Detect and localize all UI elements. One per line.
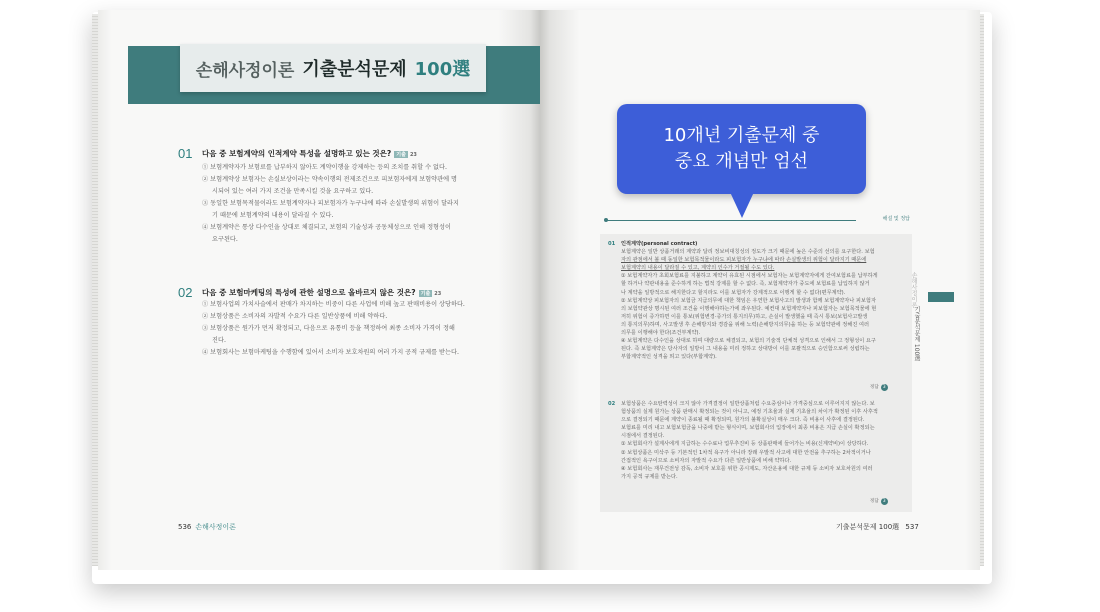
- left-page-folio: [178, 522, 236, 532]
- option-line: ① 보험사업의 가치사슬에서 판매가 차지하는 비중이 다른 사업에 비해 높고 판매비용이 상당하다.: [202, 301, 465, 308]
- answer-badge: [870, 498, 888, 505]
- option-line: 시되어 있는 여러 가지 조건을 만족시킬 것을 요구하고 있다.: [212, 188, 374, 195]
- exam-tag: 기출: [420, 290, 431, 297]
- option-line: ① 보험계약자가 보험료를 납부하지 않아도 계약이행을 강제하는 등의 조치를 취할 수 없다.: [202, 164, 447, 171]
- header-title: 기출분석문제: [302, 59, 407, 80]
- answer-line: 할 하거나 약관내용을 준수하게 하는 법적 강제를 할 수 없다. 즉, 보험계약자가 중도에 보험료를 납입하지 않거: [621, 281, 870, 288]
- exam-tag-year: 23: [409, 152, 417, 158]
- question-1: [178, 146, 488, 256]
- answer-line: 의무를 이행해야 한다(조건부계약).: [621, 330, 701, 337]
- answer-badge-label: 정답: [870, 499, 879, 504]
- answer-number: 02: [608, 401, 616, 407]
- callout-line-2: 중요 개념만 엄선: [674, 151, 809, 172]
- side-tab-title: 기출분석문제 100選: [913, 306, 920, 362]
- answer-line: ④ 보험회사는 재무건전성 감독, 소비자 보호를 위한 공시제도, 자산운용에 대한 규제 등 소비자 보호차원의 여러: [621, 465, 873, 472]
- option-line: ④ 보험계약은 통상 다수인을 상대로 체결되고, 보험의 기술성과 공동체성으로 인해 정형성이: [202, 224, 451, 231]
- header-rule: [606, 220, 856, 221]
- answer-line: ④ 보험계약은 다수인을 상대로 하며 대량으로 체결되고, 보험의 기술적 단체적 성격으로 인해서 그 정형성이 요구: [621, 338, 876, 345]
- answer-line: 보험료를 미리 내고 보험보험금을 나중에 받는 형식이며, 보험회사의 입장에서 최종 비용은 지급 손실이 확정되는: [621, 425, 875, 432]
- question-options: [202, 162, 459, 246]
- answer-line: 나 계약을 일방적으로 해지한다고 할지라도 이를 보험자가 강제적으로 이행게 할 수 없다(편무계약).: [621, 289, 846, 296]
- question-title-text: 다음 중 보험마케팅의 특성에 관한 설명으로 올바르지 않은 것은?: [202, 288, 416, 297]
- page-number: 536: [178, 523, 192, 531]
- answer-line: ② 보험계약상 피보험자의 보험금 지급의무에 대한 책임은 우연한 보험사고의 발생과 함께 보험계약자나 피보험자: [621, 297, 876, 304]
- exam-tag: 기출: [396, 151, 406, 158]
- question-title: [202, 148, 417, 159]
- option-line: ② 보험상품은 소비자의 자발적 수요가 다른 일반상품에 비해 약하다.: [202, 313, 388, 320]
- question-options: [202, 299, 465, 359]
- answer-2: [608, 400, 908, 500]
- option-line: ③ 보험상품은 원가가 먼저 확정되고, 다음으로 유통비 등을 책정하여 최종 소비자 가격이 정해: [202, 325, 455, 332]
- answer-number: 01: [608, 241, 616, 247]
- option-line: 기 때문에 보험계약의 내용이 달라질 수 있다.: [212, 212, 334, 219]
- header-subject: 손해사정이론: [195, 60, 295, 81]
- answer-badge: [870, 384, 888, 391]
- callout-line-1: 10개년 기출문제 중: [663, 125, 820, 146]
- answer-line: 보험계약의 내용이 달라질 수 있고, 계약의 인수가 거절될 수도 있다.: [621, 265, 775, 272]
- question-title-text: 다음 중 보험계약의 인적계약 특성을 설명하고 있는 것은?: [202, 149, 392, 158]
- answer-1: [608, 240, 908, 390]
- answer-body: [621, 240, 907, 361]
- side-tab-marker: [928, 292, 954, 302]
- answer-line: 으로 결정되기 때문에 계약이 종료될 때 확정되며, 원가의 불확실성이 매우 크다. 즉 비용이 사후에 결정된다.: [621, 417, 865, 424]
- option-line: ② 보험계약상 보험자는 손실보상이라는 약속이행의 전제조건으로 피보험자에게 보험약관에 명: [202, 176, 458, 183]
- header-count: 100選: [414, 59, 471, 80]
- right-page-folio: [836, 522, 919, 532]
- answer-line: 보험상품은 수요탄력성이 크지 않아 가격결정이 일반상품처럼 수요중심이나 가격중심으로 이루어지지 않는다. 보: [621, 401, 875, 407]
- side-tab-subject: 손해사정이론: [910, 272, 917, 308]
- question-number: 01: [178, 146, 193, 161]
- option-line: 요구된다.: [212, 236, 238, 243]
- folio-label: 기출분석문제 100選: [836, 523, 900, 531]
- folio-label: 손해사정이론: [195, 523, 236, 531]
- exam-tag-year: 23: [434, 291, 442, 297]
- answer-line: 저히 위험이 증가하면 이를 통보(위험변경·증가의 통지의무)하고, 손실이 발생했을 때 즉시 통보(보험사고발생: [621, 313, 868, 320]
- option-line: ③ 동일한 보험목적물이라도 보험계약자나 피보험자가 누구냐에 따라 손실발생의 위험이 달라지: [202, 200, 459, 207]
- answer-badge-label: 정답: [870, 385, 879, 390]
- page-number: 537: [905, 523, 919, 531]
- option-line: ④ 보험회사는 보험마케팅을 수행함에 있어서 소비자 보호차원의 여러 가지 공적 규제를 받는다.: [202, 349, 459, 356]
- answer-circle-icon: 3: [881, 384, 888, 391]
- option-line: 진다.: [212, 337, 226, 344]
- answer-line: ① 보험계약자가 초회보험료를 지불하고 계약이 유효된 시점에서 보험자는 보험계약자에게 잔여보험료를 납부하게: [621, 273, 878, 280]
- answer-line: 간접적인 욕구이므로 소비자의 자발적 수요가 다른 일반상품에 비해 약하다.: [621, 457, 792, 464]
- header-banner: [180, 44, 486, 92]
- answer-line: 의 통지의무)하며, 사고발생 후 손해방지와 경감을 위해 노력(손해방지의무)을 하는 등 보험약관에 정해진 여러: [621, 321, 869, 328]
- answer-section-header: [606, 213, 910, 223]
- question-number: 02: [178, 285, 193, 300]
- question-2: [178, 285, 488, 375]
- answer-line: 된다. 즉 보험계약은 당사자의 일방이 그 내용을 미리 정하고 상대방이 이를 포괄적으로 승인함으로써 성립하는: [621, 346, 870, 353]
- answer-line: 시점에서 결정된다.: [621, 433, 665, 440]
- answer-header-label: 해설 및 정답: [882, 216, 910, 222]
- answer-line: 인적계약(personal contract): [621, 241, 698, 247]
- answer-body: [621, 400, 907, 481]
- answer-line: 보험계약은 일반 상품거래의 계약과 달리 정보비대칭성의 정도가 크기 때문에 높은 수준의 선의를 요구한다. 보험: [621, 249, 875, 256]
- answer-line: ① 보험회사가 설계사에게 지급하는 수수료나 업무추진비 등 상품판매에 들어가는 비용(신계약비)이 상당하다.: [621, 441, 869, 448]
- answer-line: 부합계약적인 성격을 띄고 있다(부합계약).: [621, 354, 717, 361]
- answer-line: ② 보험상품은 미삭주 등 기본적인 1차적 욕구가 아니라 장래 우발적 사고에 대한 안전을 추구하는 2차적이거나: [621, 449, 871, 456]
- answer-line: 가지 공적 규제를 받는다.: [621, 473, 678, 480]
- answer-circle-icon: 3: [881, 498, 888, 505]
- answer-box: [600, 234, 912, 512]
- callout-bubble: [617, 104, 866, 194]
- answer-line: 의 보험약관상 명시된 여러 조건을 이행해야하는가에 좌우된다. 예컨대 보험계약자나 피보험자는 보험목적물에 현: [621, 305, 877, 312]
- question-title: [202, 287, 441, 298]
- answer-line: 험상품의 실제 원가는 상품 판매시 확정되는 것이 아니고, 예정 기초율과 실제 기초율의 차이가 확정된 이후 사후적: [621, 409, 878, 416]
- answer-line: 자의 관점에서 볼 때 동일한 보험목적물이라도 피보험자가 누구냐에 따라 손실발생의 위험이 달라지기 때문에: [621, 257, 867, 264]
